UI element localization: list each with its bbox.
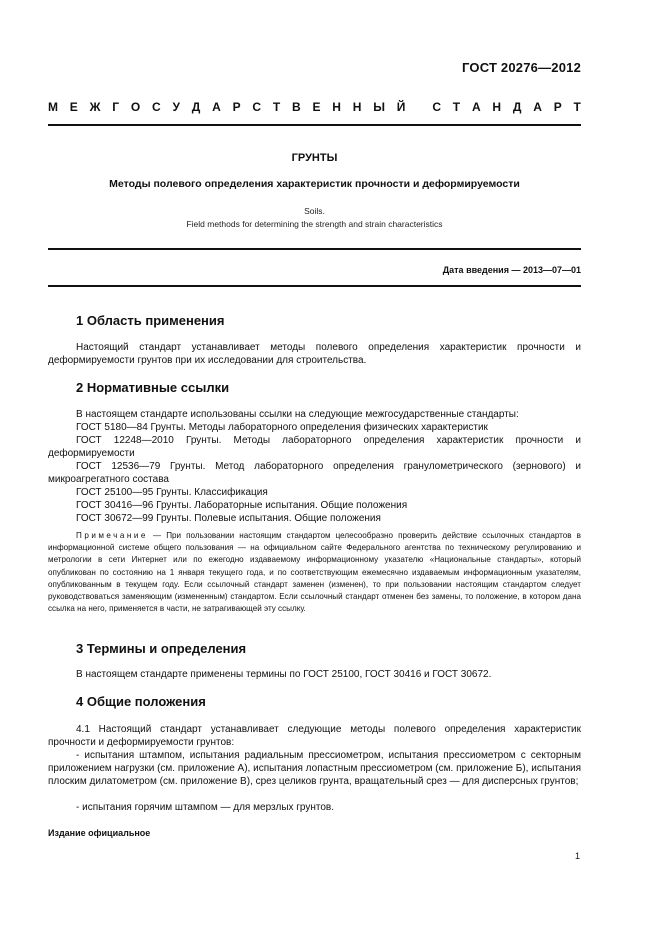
banner-gap: [417, 100, 420, 114]
reference-item: ГОСТ 30416—96 Грунты. Лабораторные испытания. Общие положения: [76, 500, 408, 511]
banner-letter: С: [152, 100, 161, 114]
banner-letter: М: [48, 100, 58, 114]
method-list-item: - испытания горячим штампом — для мерзлых грунтов.: [76, 802, 335, 813]
note-label: Примечание: [76, 531, 148, 540]
divider-bottom: [48, 285, 581, 287]
banner-letter: Д: [512, 100, 522, 114]
banner-letter: С: [252, 100, 262, 114]
gost-code: ГОСТ 20276—2012: [462, 60, 581, 75]
divider-middle: [48, 248, 581, 250]
introduction-date: Дата введения — 2013—07—01: [442, 265, 581, 275]
section-3-heading: 3 Термины и определения: [76, 641, 247, 656]
banner-letter: У: [172, 100, 180, 114]
banner-letter: Т: [452, 100, 461, 114]
banner-letter: Т: [573, 100, 581, 114]
section-2-heading: 2 Нормативные ссылки: [76, 380, 230, 395]
section-3-text: В настоящем стандарте применены термины по ГОСТ 25100, ГОСТ 30416 и ГОСТ 30672.: [76, 669, 492, 680]
banner-letter: Н: [352, 100, 362, 114]
banner-letter: Й: [396, 100, 406, 114]
english-title: [48, 205, 581, 231]
english-title-line2: Field methods for determining the strength and strain characteristics: [186, 219, 443, 229]
banner-letter: Р: [232, 100, 241, 114]
page-number: 1: [575, 851, 581, 861]
banner-letter: Р: [553, 100, 562, 114]
banner-letter: Г: [112, 100, 120, 114]
banner-letter: Е: [312, 100, 321, 114]
reference-item: ГОСТ 12536—79 Грунты. Метод лабораторного определения гранулометрического (зернового) и микроагрегатного состава: [48, 461, 581, 485]
banner-letter: С: [432, 100, 441, 114]
method-list-item: - испытания штампом, испытания радиальным прессиометром, испытания прессиометром с секторным приложением нагрузки (см. приложение А), испытания лопастным прессиометром (см. приложение Б), испытания плоским дилатометром (см. приложение В), срез целиков грунта, вращательный срез — для дисперсных грунтов;: [48, 750, 581, 787]
banner-letter: В: [292, 100, 301, 114]
banner-letter: Е: [69, 100, 78, 114]
section-1-heading: 1 Область применения: [76, 313, 225, 328]
banner-letter: А: [471, 100, 481, 114]
section-2-intro: В настоящем стандарте использованы ссылки на следующие межгосударственные стандарты:: [76, 409, 519, 420]
reference-item: ГОСТ 25100—95 Грунты. Классификация: [76, 487, 268, 498]
banner-letter: Н: [492, 100, 502, 114]
reference-item: ГОСТ 5180—84 Грунты. Методы лабораторного определения физических характеристик: [76, 422, 488, 433]
document-subtitle: Методы полевого определения характеристик прочности и деформируемости: [109, 178, 520, 190]
banner-letter: Н: [332, 100, 341, 114]
section-4-paragraph: 4.1 Настоящий стандарт устанавливает следующие методы полевого определения характеристик прочности и деформируемости грунтов:: [48, 724, 581, 748]
note-block: [48, 530, 581, 615]
banner-letter: Д: [191, 100, 201, 114]
english-title-line1: Soils.: [304, 206, 325, 216]
banner-letter: Т: [272, 100, 281, 114]
divider-top: [48, 124, 581, 126]
banner-letter: Ж: [89, 100, 101, 114]
banner-letter: Ы: [373, 100, 385, 114]
banner-letter: А: [533, 100, 542, 114]
section-1-text: Настоящий стандарт устанавливает методы полевого определения характеристик прочности и деформируемости грунтов при их исследовании для строительства.: [48, 342, 581, 366]
banner-letter: О: [130, 100, 141, 114]
standard-banner: [48, 100, 581, 114]
edition-label: Издание официальное: [48, 828, 151, 838]
document-title: ГРУНТЫ: [291, 152, 338, 164]
note-text: — При пользовании настоящим стандартом целесообразно проверить действие ссылочных стандартов в информационной системе общего пользования — на официальном сайте Федерального агентства по техническому регулированию и метрологии в сети Интернет или по ежегодно издаваемому информационному указателю «Национальные стандарты», который опубликован по состоянию на 1 января текущего года, и по соответствующим ежемесячно издаваемым информационным указателям, опубликованным в текущем году. Если ссылочный стандарт заменен (изменен), то при пользовании настоящим стандартом следует руководствоваться заменяющим (измененным) стандартом. Если ссылочный стандарт отменен без замены, то положение, в котором дана ссылка на него, применяется в части, не затрагивающей эту ссылку.: [48, 531, 581, 614]
banner-letter: А: [212, 100, 221, 114]
reference-item: ГОСТ 12248—2010 Грунты. Методы лабораторного определения характеристик прочности и деформируемости: [48, 435, 581, 459]
section-4-heading: 4 Общие положения: [76, 694, 206, 709]
reference-item: ГОСТ 30672—99 Грунты. Полевые испытания. Общие положения: [76, 513, 381, 524]
